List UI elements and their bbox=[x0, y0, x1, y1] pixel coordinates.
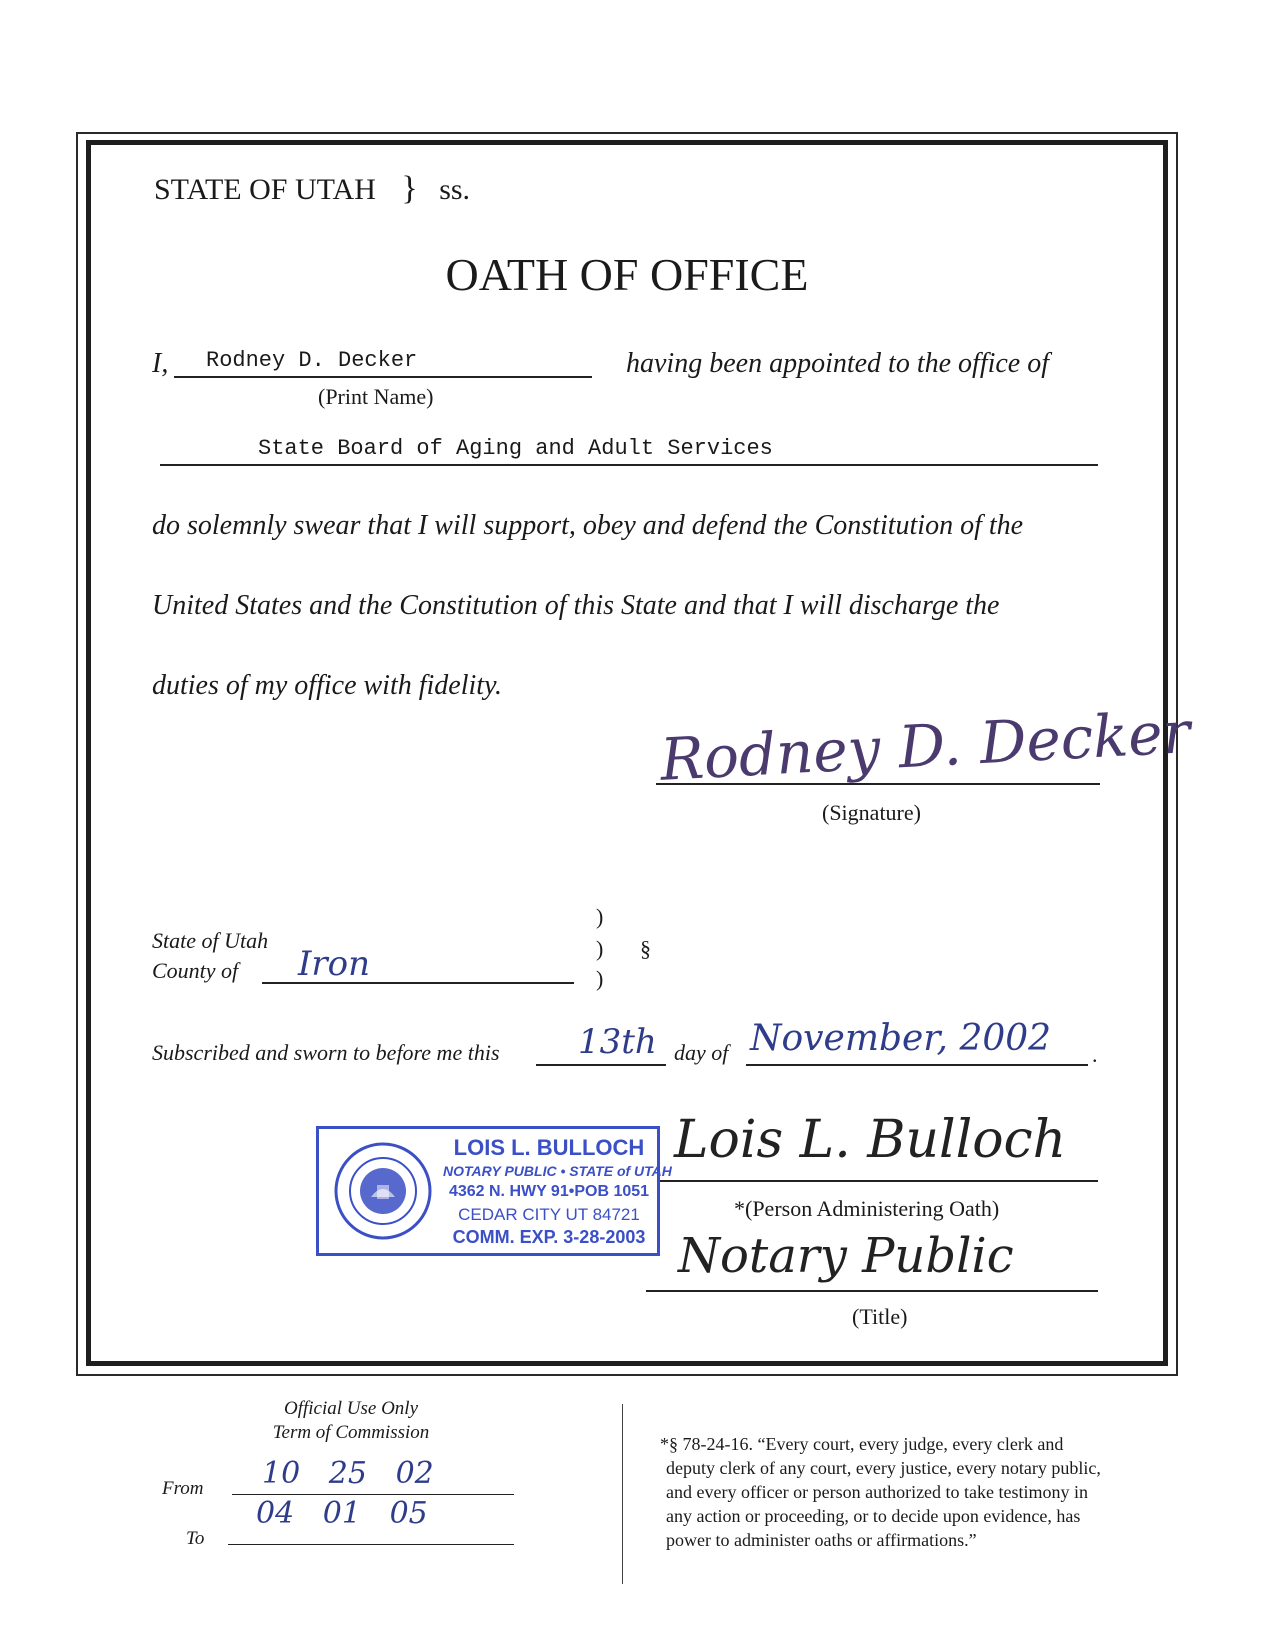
state-seal-icon bbox=[333, 1141, 433, 1241]
signature-line bbox=[656, 783, 1100, 785]
to-value: 04 01 05 bbox=[256, 1496, 428, 1531]
state-header-label: STATE OF UTAH bbox=[154, 173, 376, 206]
office-line bbox=[160, 464, 1098, 466]
stamp-line-2: NOTARY PUBLIC • STATE of UTAH bbox=[443, 1163, 672, 1179]
footer-divider bbox=[622, 1404, 623, 1584]
to-label: To bbox=[186, 1528, 205, 1549]
from-label: From bbox=[162, 1478, 204, 1499]
month-year-line bbox=[746, 1064, 1088, 1066]
stamp-line-4: CEDAR CITY UT 84721 bbox=[458, 1205, 640, 1224]
county-line bbox=[262, 982, 574, 984]
from-line bbox=[232, 1494, 514, 1495]
oath-taker-signature: Rodney D. Decker bbox=[658, 698, 1192, 794]
title-caption: (Title) bbox=[852, 1304, 908, 1329]
venue-paren-1: ) bbox=[596, 904, 604, 929]
administrator-line bbox=[660, 1180, 1098, 1182]
print-name-line bbox=[174, 376, 592, 378]
subscribed-period: . bbox=[1092, 1042, 1098, 1067]
footnote-line-4: any action or proceeding, or to decide upon evidence, has bbox=[666, 1506, 1081, 1526]
day-line bbox=[536, 1064, 666, 1066]
term-of-commission-heading: Term of Commission bbox=[272, 1422, 430, 1443]
statute-footnote bbox=[660, 1432, 1101, 1552]
document-title: OATH OF OFFICE bbox=[445, 249, 809, 300]
office-value: State Board of Aging and Adult Services bbox=[258, 436, 773, 461]
print-name-caption: (Print Name) bbox=[318, 384, 434, 409]
notary-title-handwritten: Notary Public bbox=[678, 1228, 1014, 1284]
oath-body-line-2: United States and the Constitution of this State and that I will discharge the bbox=[152, 590, 1000, 621]
footnote-line-5: power to administer oaths or affirmations.” bbox=[666, 1530, 977, 1550]
footnote-line-2: deputy clerk of any court, every justice, every notary public, bbox=[666, 1458, 1101, 1478]
stamp-line-3: 4362 N. HWY 91•POB 1051 bbox=[448, 1183, 650, 1200]
from-value: 10 25 02 bbox=[262, 1456, 434, 1491]
subscribed-month-year: November, 2002 bbox=[750, 1018, 1052, 1059]
venue-paren-2: ) bbox=[596, 936, 604, 961]
oath-body-line-1: do solemnly swear that I will support, obey and defend the Constitution of the bbox=[152, 510, 1024, 541]
oath-body-line-3: duties of my office with fidelity. bbox=[152, 670, 502, 701]
venue-paren-3: ) bbox=[596, 966, 604, 991]
to-line bbox=[228, 1544, 514, 1545]
subscribed-day-value: 13th bbox=[578, 1022, 657, 1062]
venue-section-symbol: § bbox=[640, 936, 651, 961]
venue-county-value: Iron bbox=[298, 944, 371, 984]
state-header bbox=[154, 170, 470, 208]
notary-stamp bbox=[316, 1126, 672, 1256]
subscribed-day-label: day of bbox=[674, 1040, 729, 1065]
footnote-line-1: *§ 78-24-16. “Every court, every judge, every clerk and bbox=[660, 1434, 1064, 1454]
signature-caption: (Signature) bbox=[822, 800, 921, 825]
stamp-line-5: COMM. EXP. 3-28-2003 bbox=[452, 1227, 646, 1247]
administrator-caption: *(Person Administering Oath) bbox=[734, 1196, 1000, 1221]
administrator-signature: Lois L. Bulloch bbox=[674, 1110, 1067, 1170]
stamp-name: LOIS L. BULLOCH bbox=[453, 1135, 645, 1160]
print-name-value: Rodney D. Decker bbox=[206, 348, 418, 373]
appointed-text: having been appointed to the office of bbox=[626, 348, 1050, 379]
venue-county-label: County of bbox=[152, 958, 239, 983]
venue-state-label: State of Utah bbox=[152, 928, 269, 953]
state-header-brace: } bbox=[401, 170, 418, 207]
official-use-heading: Official Use Only bbox=[283, 1398, 419, 1419]
footnote-line-3: and every officer or person authorized to take testimony in bbox=[666, 1482, 1089, 1502]
subscribed-prefix: Subscribed and sworn to before me this bbox=[152, 1040, 500, 1065]
oath-i-label: I, bbox=[152, 348, 169, 379]
state-header-ss: ss. bbox=[439, 173, 471, 206]
title-line bbox=[646, 1290, 1098, 1292]
